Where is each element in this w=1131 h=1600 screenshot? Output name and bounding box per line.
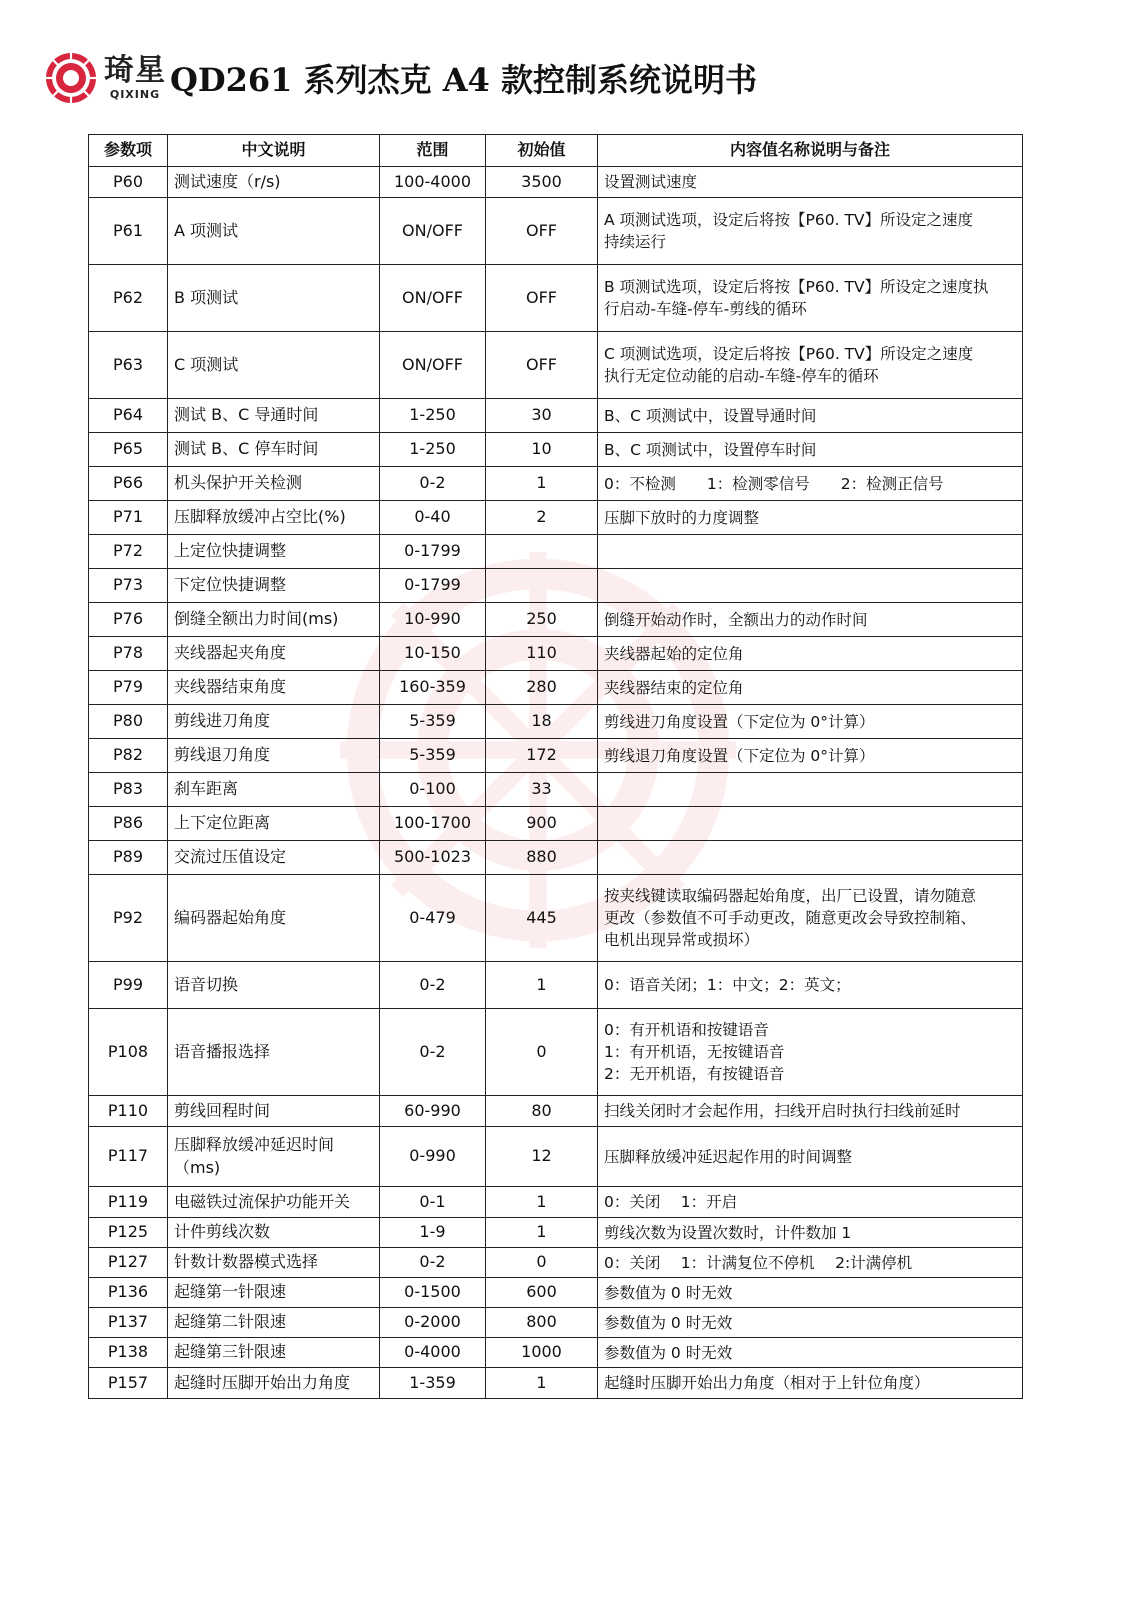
param-range-cell: 5-359 [380, 705, 486, 739]
param-name-cell: 下定位快捷调整 [168, 569, 380, 603]
param-initial-cell: 80 [486, 1096, 598, 1127]
table-row [89, 569, 1023, 603]
param-range-cell: ON/OFF [380, 265, 486, 332]
param-id-cell: P65 [89, 433, 168, 467]
param-remarks-cell [598, 265, 1023, 332]
table-row [89, 265, 1023, 332]
param-id-cell: P89 [89, 841, 168, 875]
param-remarks-cell [598, 399, 1023, 433]
remarks-line: B、C 项测试中，设置导通时间 [604, 406, 817, 425]
param-name-cell: 电磁铁过流保护功能开关 [168, 1187, 380, 1218]
table-row [89, 198, 1023, 265]
param-initial-cell: 600 [486, 1278, 598, 1308]
param-name-cell: 上下定位距离 [168, 807, 380, 841]
remarks-line: 压脚下放时的力度调整 [604, 508, 760, 527]
param-remarks-cell [598, 1338, 1023, 1368]
param-id-cell: P137 [89, 1308, 168, 1338]
param-range-cell: 0-1500 [380, 1278, 486, 1308]
param-id-cell: P86 [89, 807, 168, 841]
param-id-cell: P119 [89, 1187, 168, 1218]
table-row [89, 332, 1023, 399]
remarks-line: B、C 项测试中，设置停车时间 [604, 440, 817, 459]
param-name-cell: 剪线退刀角度 [168, 739, 380, 773]
param-name-cell: 机头保护开关检测 [168, 467, 380, 501]
param-initial-cell: 800 [486, 1308, 598, 1338]
remarks-line: C 项测试选项，设定后将按【P60. TV】所设定之速度 [604, 345, 974, 363]
param-initial-cell: 10 [486, 433, 598, 467]
param-range-cell: 10-990 [380, 603, 486, 637]
param-name-cell: 测试 B、C 导通时间 [168, 399, 380, 433]
param-name-cell: 压脚释放缓冲占空比(%) [168, 501, 380, 535]
param-initial-cell [486, 535, 598, 569]
brand-name-cn: 琦星 [104, 53, 166, 88]
remarks-line: 0：语音关闭；1：中文；2：英文； [604, 976, 851, 994]
table-row [89, 433, 1023, 467]
param-id-cell: P136 [89, 1278, 168, 1308]
param-name-cell: 针数计数器模式选择 [168, 1248, 380, 1278]
table-row [89, 705, 1023, 739]
param-name-cell: 测试 B、C 停车时间 [168, 433, 380, 467]
param-remarks-cell [598, 807, 1023, 841]
remarks-line: 起缝时压脚开始出力角度（相对于上针位角度） [604, 1374, 930, 1392]
param-id-cell: P92 [89, 875, 168, 962]
header-remarks: 内容值名称说明与备注 [598, 135, 1023, 167]
param-initial-cell: 3500 [486, 167, 598, 198]
param-range-cell: 0-479 [380, 875, 486, 962]
param-initial-cell: OFF [486, 265, 598, 332]
param-id-cell: P64 [89, 399, 168, 433]
param-name-cell: 语音切换 [168, 962, 380, 1009]
table-row [89, 1009, 1023, 1096]
header-range: 范围 [380, 135, 486, 167]
param-remarks-cell [598, 167, 1023, 198]
table-row [89, 671, 1023, 705]
param-range-cell: 100-4000 [380, 167, 486, 198]
remarks-line: 执行无定位动能的启动-车缝-停车的循环 [604, 367, 879, 385]
table-row [89, 1308, 1023, 1338]
header-initial-value: 初始值 [486, 135, 598, 167]
param-initial-cell: 33 [486, 773, 598, 807]
param-initial-cell: 280 [486, 671, 598, 705]
param-range-cell: 0-2 [380, 962, 486, 1009]
param-id-cell: P61 [89, 198, 168, 265]
param-name-cell: B 项测试 [168, 265, 380, 332]
remarks-line: A 项测试选项，设定后将按【P60. TV】所设定之速度 [604, 211, 974, 229]
table-row [89, 1127, 1023, 1187]
param-id-cell: P110 [89, 1096, 168, 1127]
param-name-cell: 编码器起始角度 [168, 875, 380, 962]
param-remarks-cell [598, 1187, 1023, 1218]
param-id-cell: P80 [89, 705, 168, 739]
param-remarks-cell [598, 1308, 1023, 1338]
table-row [89, 637, 1023, 671]
param-id-cell: P76 [89, 603, 168, 637]
param-id-cell: P127 [89, 1248, 168, 1278]
table-row [89, 773, 1023, 807]
param-name-cell: 夹线器起夹角度 [168, 637, 380, 671]
table-row [89, 1368, 1023, 1399]
param-initial-cell: 1 [486, 1218, 598, 1248]
remarks-line: 持续运行 [604, 233, 667, 251]
remarks-line: 行启动-车缝-停车-剪线的循环 [604, 300, 807, 318]
param-range-cell: 0-2000 [380, 1308, 486, 1338]
header-description: 中文说明 [168, 135, 380, 167]
qixing-logo-icon [44, 51, 98, 105]
param-initial-cell: 172 [486, 739, 598, 773]
param-name-cell: 起缝第一针限速 [168, 1278, 380, 1308]
param-id-cell: P125 [89, 1218, 168, 1248]
param-range-cell: 0-2 [380, 467, 486, 501]
param-name-cell: 起缝第三针限速 [168, 1338, 380, 1368]
param-id-cell: P63 [89, 332, 168, 399]
param-name-cell: 交流过压值设定 [168, 841, 380, 875]
param-name-cell: 刹车距离 [168, 773, 380, 807]
brand-name-en: QIXING [109, 88, 161, 101]
param-name-cell: 测试速度（r/s) [168, 167, 380, 198]
param-name-cell: 起缝时压脚开始出力角度 [168, 1368, 380, 1399]
table-row [89, 399, 1023, 433]
param-range-cell: 0-2 [380, 1248, 486, 1278]
param-name-cell: 剪线回程时间 [168, 1096, 380, 1127]
param-remarks-cell [598, 637, 1023, 671]
param-initial-cell: 12 [486, 1127, 598, 1187]
param-name-cell: 起缝第二针限速 [168, 1308, 380, 1338]
param-range-cell: 1-250 [380, 399, 486, 433]
remarks-line: 剪线次数为设置次数时，计件数加 1 [604, 1223, 852, 1242]
param-initial-cell: 18 [486, 705, 598, 739]
param-id-cell: P78 [89, 637, 168, 671]
table-header-row [89, 135, 1023, 167]
param-range-cell: 500-1023 [380, 841, 486, 875]
param-range-cell: 1-250 [380, 433, 486, 467]
param-remarks-cell [598, 433, 1023, 467]
param-name-cell: 上定位快捷调整 [168, 535, 380, 569]
param-id-cell: P108 [89, 1009, 168, 1096]
brand-wordmark [104, 53, 166, 101]
param-initial-cell: 250 [486, 603, 598, 637]
param-initial-cell: 1 [486, 1368, 598, 1399]
param-range-cell: 60-990 [380, 1096, 486, 1127]
table-row [89, 535, 1023, 569]
param-remarks-cell [598, 1127, 1023, 1187]
table-row [89, 1278, 1023, 1308]
param-name-cell: C 项测试 [168, 332, 380, 399]
remarks-line: 按夹线键读取编码器起始角度，出厂已设置，请勿随意 [604, 887, 977, 905]
param-range-cell: 160-359 [380, 671, 486, 705]
remarks-line: 参数值为 0 时无效 [604, 1313, 733, 1332]
param-range-cell: 1-9 [380, 1218, 486, 1248]
param-remarks-cell [598, 739, 1023, 773]
param-id-cell: P138 [89, 1338, 168, 1368]
table-row [89, 467, 1023, 501]
param-range-cell: 10-150 [380, 637, 486, 671]
table-row [89, 962, 1023, 1009]
remarks-line: 0：有开机语和按键语音 [604, 1021, 769, 1039]
param-remarks-cell [598, 332, 1023, 399]
parameter-table [88, 134, 1023, 1399]
param-range-cell: 0-40 [380, 501, 486, 535]
param-name-cell: 倒缝全额出力时间(ms) [168, 603, 380, 637]
param-remarks-cell [598, 841, 1023, 875]
param-initial-cell: 2 [486, 501, 598, 535]
table-row [89, 875, 1023, 962]
remarks-line: 0：关闭 1：开启 [604, 1193, 738, 1211]
remarks-line: 夹线器起始的定位角 [604, 644, 744, 663]
param-range-cell: 0-2 [380, 1009, 486, 1096]
param-initial-cell: 1000 [486, 1338, 598, 1368]
param-initial-cell [486, 569, 598, 603]
param-id-cell: P62 [89, 265, 168, 332]
param-id-cell: P83 [89, 773, 168, 807]
param-remarks-cell [598, 671, 1023, 705]
param-remarks-cell [598, 962, 1023, 1009]
param-initial-cell: 110 [486, 637, 598, 671]
param-id-cell: P82 [89, 739, 168, 773]
param-id-cell: P60 [89, 167, 168, 198]
table-row [89, 1248, 1023, 1278]
remarks-line: 0：关闭 1：计满复位不停机 2:计满停机 [604, 1253, 913, 1272]
param-remarks-cell [598, 1368, 1023, 1399]
param-range-cell: 1-359 [380, 1368, 486, 1399]
param-id-cell: P117 [89, 1127, 168, 1187]
remarks-line: 倒缝开始动作时，全额出力的动作时间 [604, 610, 868, 629]
param-id-cell: P71 [89, 501, 168, 535]
table-row [89, 739, 1023, 773]
param-initial-cell: OFF [486, 198, 598, 265]
header-param-id: 参数项 [89, 135, 168, 167]
param-initial-cell: 445 [486, 875, 598, 962]
remarks-line: 剪线退刀角度设置（下定位为 0°计算） [604, 746, 875, 765]
param-remarks-cell [598, 603, 1023, 637]
remarks-line: 电机出现异常或损坏） [604, 931, 760, 949]
param-initial-cell: 0 [486, 1009, 598, 1096]
param-initial-cell: 1 [486, 467, 598, 501]
remarks-line: 更改（参数值不可手动更改，随意更改会导致控制箱、 [604, 909, 977, 927]
param-range-cell: ON/OFF [380, 198, 486, 265]
table-row [89, 603, 1023, 637]
param-range-cell: 0-100 [380, 773, 486, 807]
param-remarks-cell [598, 1278, 1023, 1308]
param-remarks-cell [598, 705, 1023, 739]
remarks-line: 2：无开机语，有按键语音 [604, 1065, 785, 1083]
param-initial-cell: 1 [486, 1187, 598, 1218]
remarks-line: 夹线器结束的定位角 [604, 678, 744, 697]
param-initial-cell: 1 [486, 962, 598, 1009]
param-id-cell: P99 [89, 962, 168, 1009]
param-remarks-cell [598, 535, 1023, 569]
param-range-cell: 5-359 [380, 739, 486, 773]
param-remarks-cell [598, 1096, 1023, 1127]
param-range-cell: 0-1799 [380, 569, 486, 603]
remarks-line: 参数值为 0 时无效 [604, 1343, 733, 1362]
param-remarks-cell [598, 1248, 1023, 1278]
param-id-cell: P66 [89, 467, 168, 501]
param-range-cell: 0-990 [380, 1127, 486, 1187]
param-remarks-cell [598, 501, 1023, 535]
param-remarks-cell [598, 198, 1023, 265]
table-row [89, 1338, 1023, 1368]
param-range-cell: ON/OFF [380, 332, 486, 399]
table-row [89, 841, 1023, 875]
param-initial-cell: 0 [486, 1248, 598, 1278]
param-initial-cell: OFF [486, 332, 598, 399]
param-name-cell: 计件剪线次数 [168, 1218, 380, 1248]
param-range-cell: 0-4000 [380, 1338, 486, 1368]
param-remarks-cell [598, 875, 1023, 962]
table-row [89, 501, 1023, 535]
remarks-line: 0：不检测 1：检测零信号 2：检测正信号 [604, 474, 944, 493]
param-name-cell: 夹线器结束角度 [168, 671, 380, 705]
param-name-cell: 压脚释放缓冲延迟时间（ms) [168, 1127, 380, 1187]
remarks-line: 1：有开机语，无按键语音 [604, 1043, 785, 1061]
remarks-line: 压脚释放缓冲延迟起作用的时间调整 [604, 1147, 853, 1166]
remarks-line: B 项测试选项，设定后将按【P60. TV】所设定之速度执 [604, 278, 989, 296]
document-header [44, 48, 1084, 108]
param-id-cell: P72 [89, 535, 168, 569]
param-range-cell: 0-1799 [380, 535, 486, 569]
remarks-line: 剪线进刀角度设置（下定位为 0°计算） [604, 712, 875, 731]
param-remarks-cell [598, 1009, 1023, 1096]
param-range-cell: 0-1 [380, 1187, 486, 1218]
param-remarks-cell [598, 467, 1023, 501]
param-name-cell: A 项测试 [168, 198, 380, 265]
param-initial-cell: 30 [486, 399, 598, 433]
table-body [89, 167, 1023, 1399]
param-id-cell: P157 [89, 1368, 168, 1399]
param-remarks-cell [598, 569, 1023, 603]
param-initial-cell: 900 [486, 807, 598, 841]
remarks-line: 参数值为 0 时无效 [604, 1283, 733, 1302]
param-remarks-cell [598, 773, 1023, 807]
param-initial-cell: 880 [486, 841, 598, 875]
remarks-line: 扫线关闭时才会起作用，扫线开启时执行扫线前延时 [604, 1102, 961, 1120]
document-title: QD261 系列杰克 A4 款控制系统说明书 [170, 61, 757, 99]
param-name-cell: 剪线进刀角度 [168, 705, 380, 739]
table-row [89, 1187, 1023, 1218]
param-remarks-cell [598, 1218, 1023, 1248]
table-row [89, 1218, 1023, 1248]
param-range-cell: 100-1700 [380, 807, 486, 841]
param-id-cell: P73 [89, 569, 168, 603]
param-id-cell: P79 [89, 671, 168, 705]
remarks-line: 设置测试速度 [604, 173, 698, 191]
param-name-cell: 语音播报选择 [168, 1009, 380, 1096]
table-row [89, 807, 1023, 841]
table-row [89, 1096, 1023, 1127]
table-row [89, 167, 1023, 198]
